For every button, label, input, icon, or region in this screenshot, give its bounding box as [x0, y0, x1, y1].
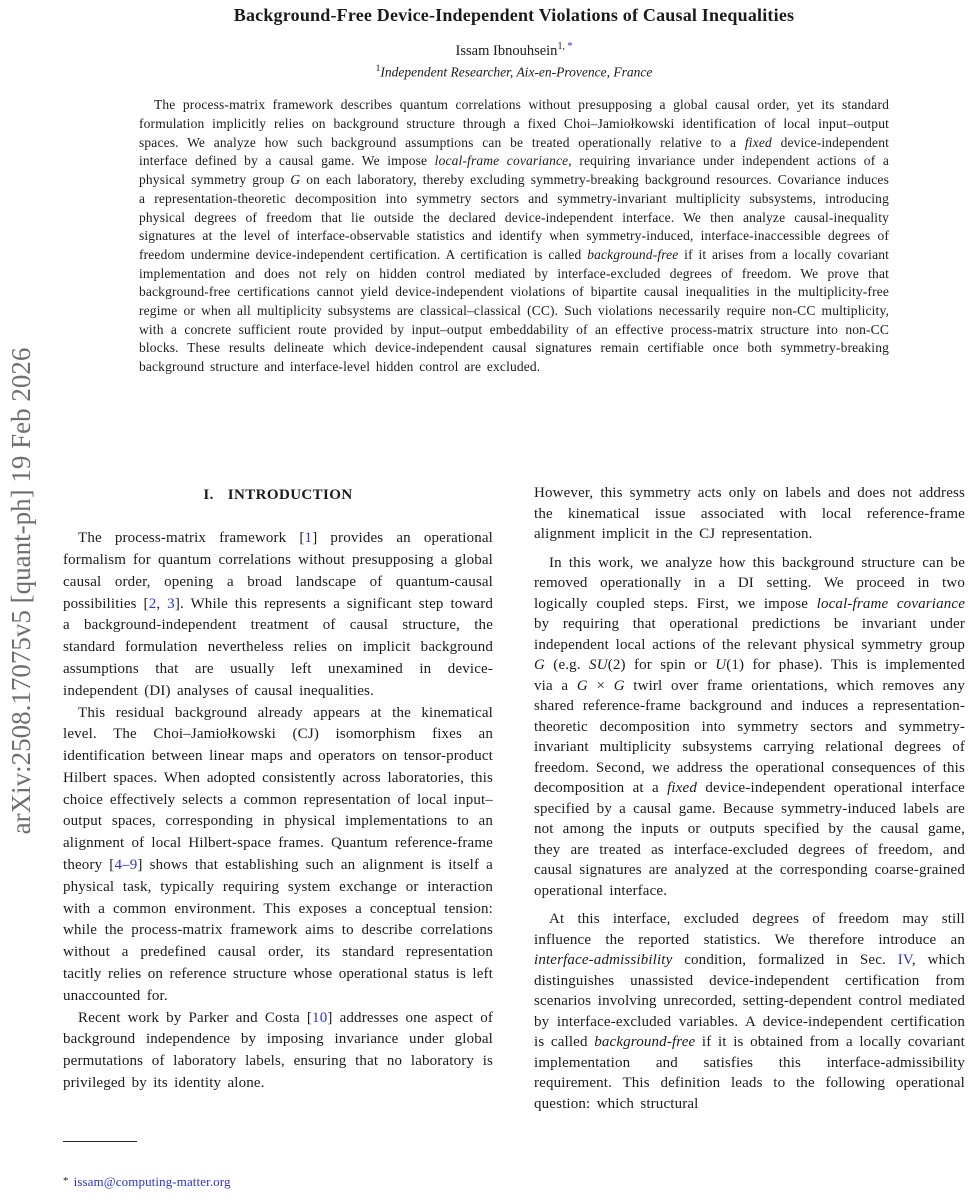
column-right — [534, 483, 965, 1114]
author-star-link[interactable]: * — [567, 41, 573, 52]
footnote-email-link[interactable]: issam@computing-matter.org — [73, 1174, 231, 1189]
citation-link[interactable]: 1 — [304, 530, 313, 547]
paragraph: In this work, we analyze how this background structure can be removed operationally in a DI setting. We proceed in two logically coupled steps. First, we impose local-frame covariance by requiring that operational predictions be invariant under independent local actions of the relevant physical symmetry group G (e.g. SU(2) for spin or U(1) for phase). This is implemented via a G × G twirl over frame orientations, which removes any shared reference-frame background and induces a representation-theoretic decomposition into symmetry sectors and symmetry-invariant multiplicity subsystems carrying relational degrees of freedom. Second, we address the operational consequences of this decomposition at a fixed device-independent operational interface specified by a causal game. Because symmetry-induced labels are not among the inputs or outputs specified by the causal game, they are treated as interface-excluded degrees of freedom, and causal signatures are analyzed at the corresponding coarse-grained operational interface. — [534, 554, 965, 899]
author-name: Issam Ibnouhsein — [455, 42, 558, 59]
paper-page — [63, 0, 965, 1114]
paragraph: However, this symmetry acts only on labels and does not address the kinematical issue associated with local reference-frame alignment implicit in the CJ representation. — [534, 485, 965, 543]
affiliation: Independent Researcher, Aix-en-Provence, France — [380, 64, 653, 80]
section-number: I. — [203, 487, 214, 504]
two-column-body — [63, 483, 965, 1114]
footnote-marker: * — [63, 1175, 69, 1187]
citation-link[interactable]: 10 — [312, 1009, 328, 1026]
emphasis-text: G — [613, 677, 625, 694]
author-note-superscript: 1, — [557, 41, 565, 52]
emphasis-text: SU — [589, 657, 608, 674]
footnote-rule — [63, 1141, 137, 1142]
column-left-text — [63, 528, 493, 1095]
arxiv-banner: arXiv:2508.17075v5 [quant-ph] 19 Feb 2026 — [6, 347, 36, 835]
section-title: INTRODUCTION — [227, 487, 353, 504]
affiliation-superscript: 1 — [375, 63, 381, 74]
emphasis-text: local-frame covariance — [434, 153, 569, 169]
emphasis-text: fixed — [744, 134, 772, 150]
paragraph: The process-matrix framework [1] provides an operational formalism for quantum correlations without presupposing a global causal order, opening a broad landscape of quantum-causal possibilities [2, 3]. While this represents a significant step toward a background-independent treatment of causal structure, the standard formulation nevertheless relies on implicit background assumptions that are usually left unexamined in device-independent (DI) analyses of causal inequalities. — [63, 530, 493, 699]
citation-link[interactable]: 4–9 — [114, 857, 138, 874]
emphasis-text: background-free — [587, 246, 679, 262]
page-title: Background-Free Device-Independent Violations of Causal Inequalities — [233, 5, 795, 25]
abstract — [139, 96, 889, 452]
footnote — [63, 1174, 231, 1190]
citation-link[interactable]: IV — [897, 952, 912, 969]
paragraph: The process-matrix framework describes quantum correlations without presupposing a global causal order, yet its standard formulation implicitly relies on background structure through a fixed Choi–Jamiołkowski identification of local input–output spaces. We analyze how such background assumptions can be treated operationally relative to a fixed device-independent interface defined by a causal game. We impose local-frame covariance, requiring invariance under independent actions of a physical symmetry group G on each laboratory, thereby excluding symmetry-breaking background resources. Covariance induces a representation-theoretic decomposition into symmetry sectors and symmetry-invariant multiplicity subsystems, introducing physical degrees of freedom that lie outside the declared device-independent interface. We then analyze causal-inequality signatures at the level of interface-observable statistics and identify when symmetry-induced, interface-inaccessible degrees of freedom undermine device-independent certification. A certification is called background-free if it arises from a locally covariant implementation and does not rely on hidden control mediated by interface-excluded degrees of freedom. We prove that background-free certifications cannot yield device-independent violations of bipartite causal inequalities in the multiplicity-free regime or when all multiplicity subsystems are classical–classical (CC). Such violations necessarily require non-CC multiplicity, with a concrete sufficient route provided by input–output embeddability of an effective process-matrix structure into non-CC blocks. These results delineate which device-independent causal signatures remain certifiable once both symmetry-breaking background structure and interface-level hidden control are excluded. — [139, 97, 890, 375]
citation-link[interactable]: 3 — [167, 595, 175, 612]
paragraph: This residual background already appears at the kinematical level. The Choi–Jamiołkowski (CJ) isomorphism fixes an identification between linear maps and operators on tensor-product Hilbert spaces. When adopted consistently across laboratories, this choice effectively selects a common representation of local input–output spaces, corresponding in physical implementations to an alignment of local Hilbert-space frames. Quantum reference-frame theory [4–9] shows that establishing such an alignment is itself a physical task, typically requiring system exchange or interaction with a common environment. This exposes a conceptual tension: while the process-matrix framework aims to describe correlations without a predefined causal order, its standard representation tacitly relies on reference structure whose operational status is left unaccounted for. — [63, 704, 493, 1004]
paragraph: Recent work by Parker and Costa [10] addresses one aspect of background independence by imposing invariance under global permutations of laboratory labels, ensuring that no laboratory is privileged by its identity alone. — [63, 1009, 493, 1092]
emphasis-text: local-frame covariance — [816, 595, 965, 612]
emphasis-text: U — [715, 657, 727, 674]
citation-link[interactable]: 2 — [148, 595, 157, 612]
column-right-text — [534, 483, 965, 1114]
emphasis-text: background-free — [594, 1034, 696, 1051]
emphasis-text: G — [576, 677, 588, 694]
emphasis-text: G — [534, 657, 545, 674]
affiliation-line — [63, 64, 965, 81]
author-line — [63, 41, 965, 60]
paragraph: At this interface, excluded degrees of freedom may still influence the reported statistics. We therefore introduce an interface-admissibility condition, formalized in Sec. IV, which distinguishes unassisted device-independent certification from scenarios involving unrecorded, setting-dependent control mediated by interface-excluded variables. A device-independent certification is called background-free if it is obtained from a locally covariant implementation and satisfies this interface-admissibility requirement. This definition leads to the following operational question: which structural — [534, 911, 965, 1112]
column-left — [63, 483, 493, 1114]
emphasis-text: G — [290, 172, 301, 188]
emphasis-text: fixed — [667, 780, 698, 797]
section-heading — [63, 485, 493, 507]
emphasis-text: interface-admissibility — [534, 952, 673, 969]
